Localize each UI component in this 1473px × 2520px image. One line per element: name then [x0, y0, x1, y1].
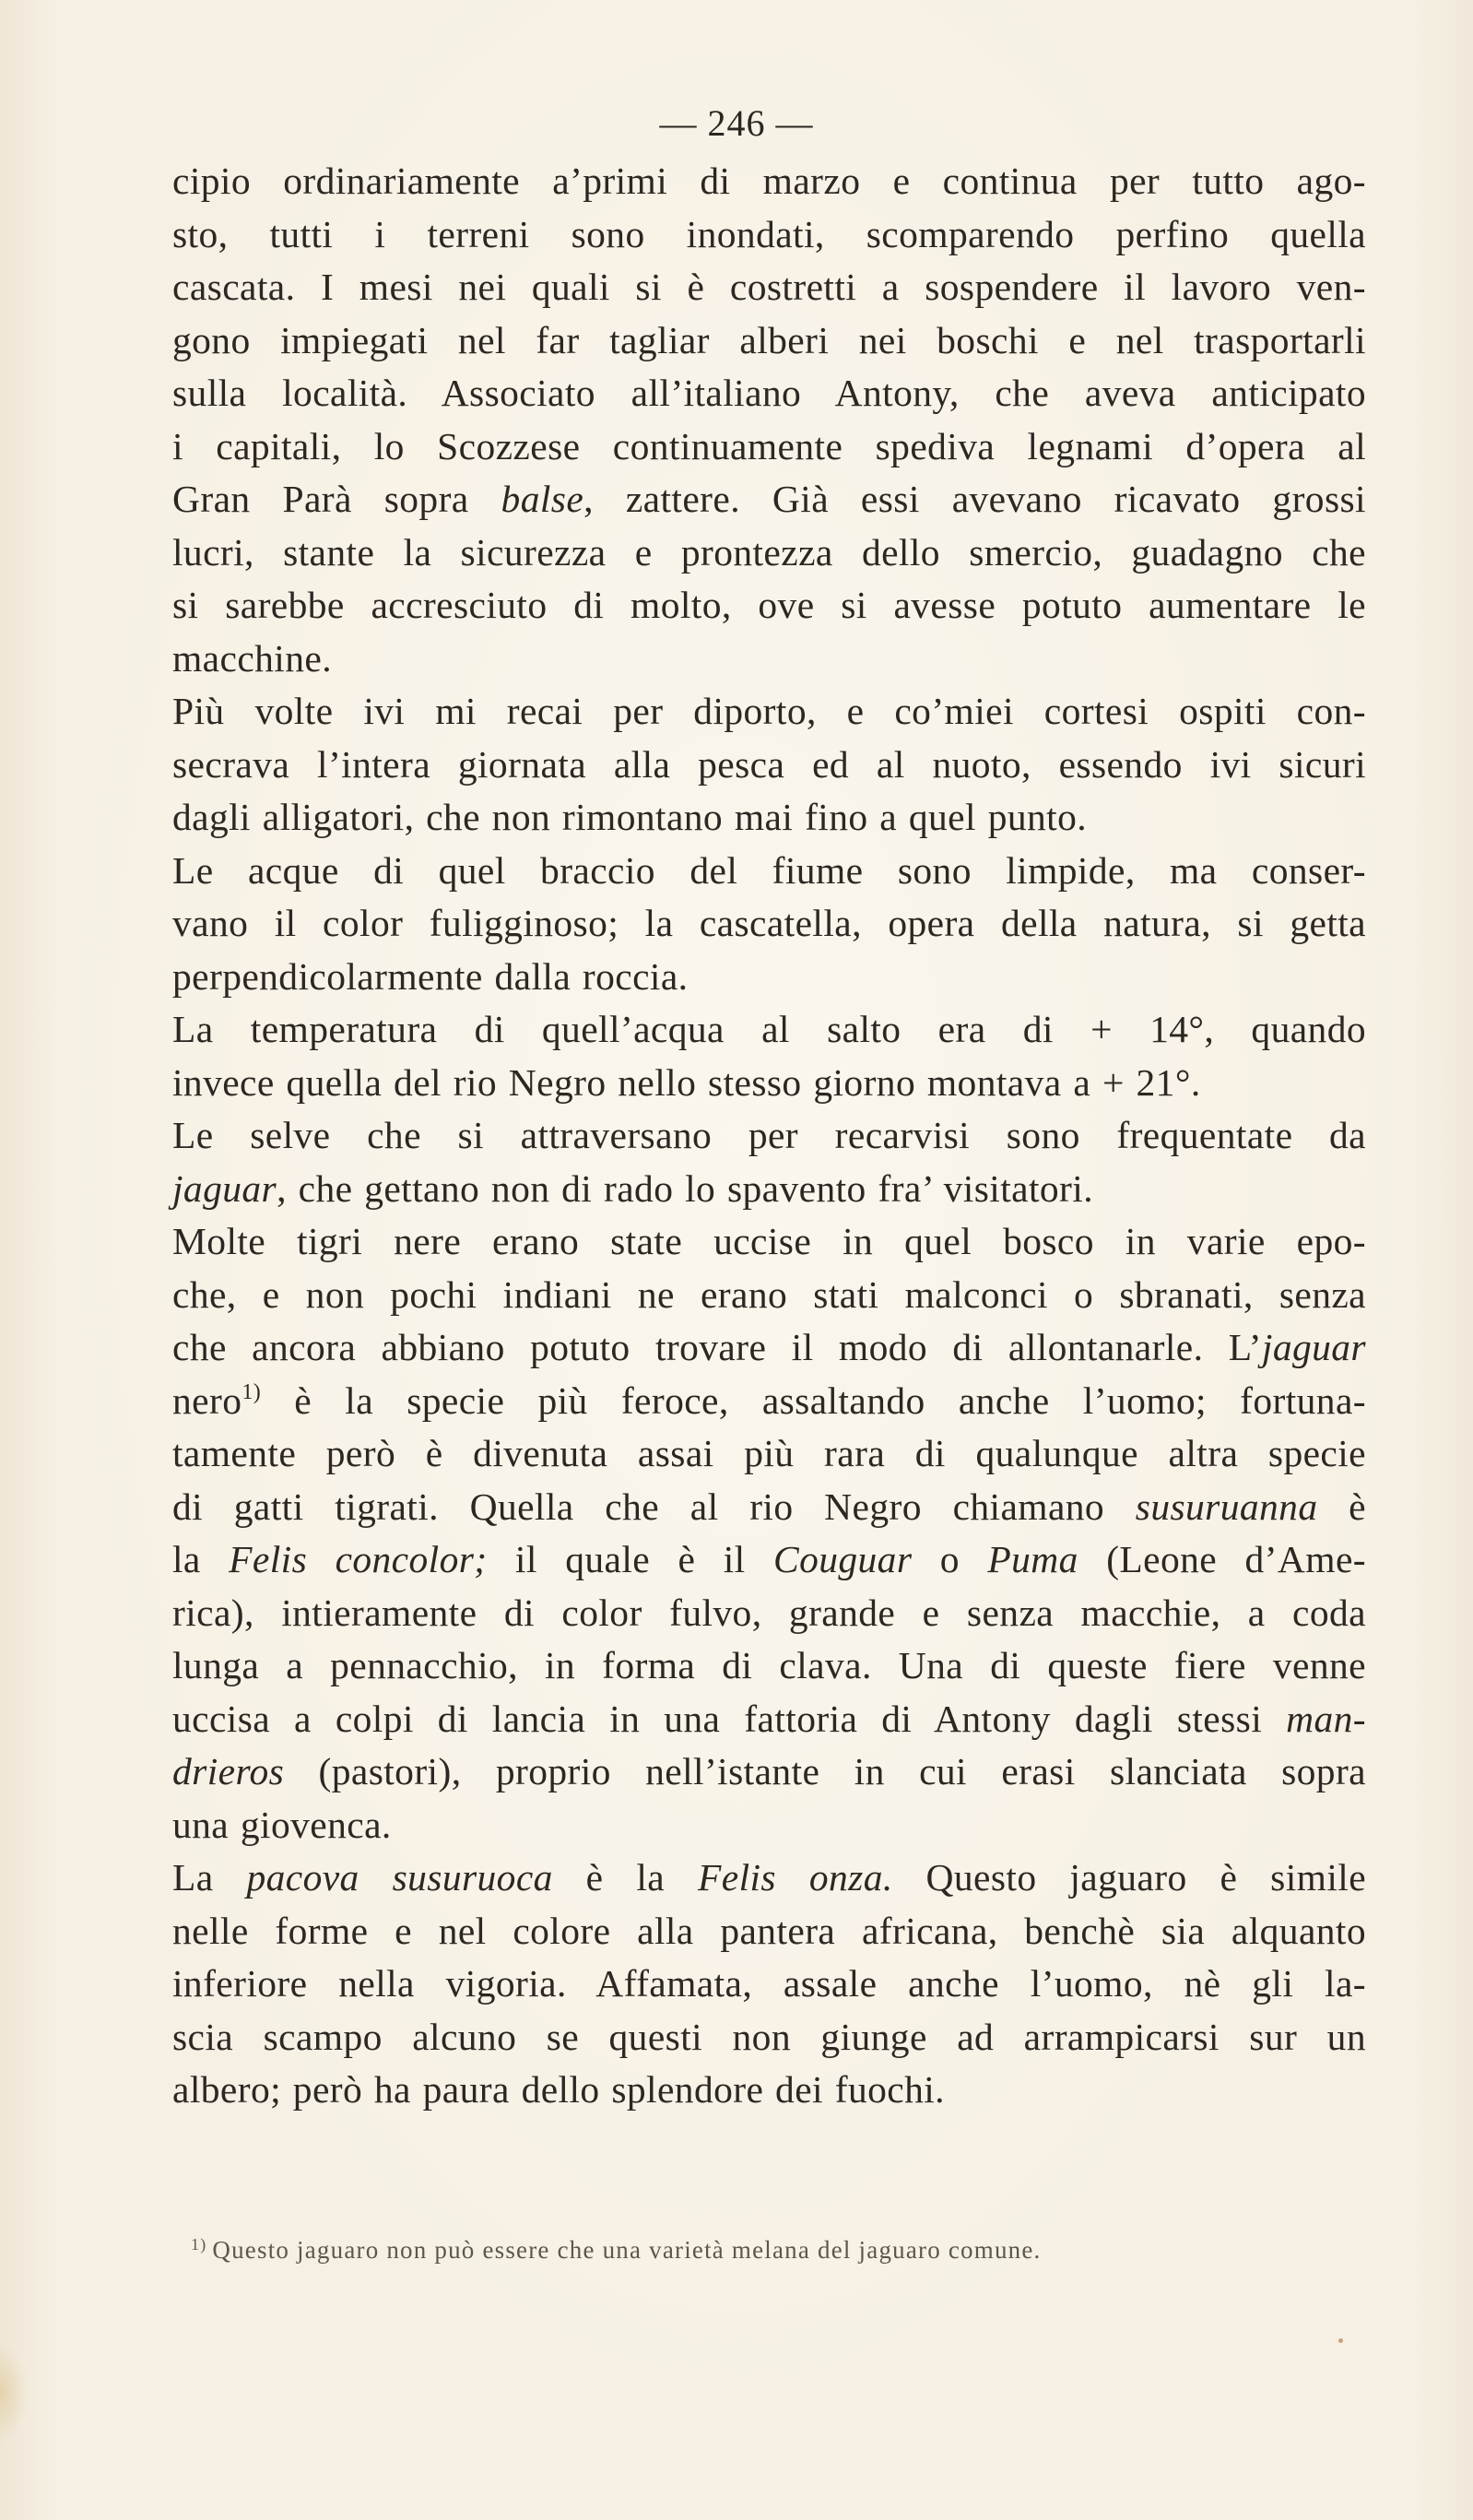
text-line [172, 1321, 1366, 1375]
text-line [172, 1215, 1366, 1269]
italic-term: balse [501, 478, 584, 520]
text-line [172, 1799, 1366, 1852]
italic-term: Felis onza. [698, 1856, 893, 1899]
text-line [172, 1269, 1366, 1322]
text-segment: scia scampo alcuno se questi non giunge ad arrampicarsi sur un [172, 2015, 1366, 2058]
text-line [172, 1057, 1366, 1110]
text-segment: che ancora abbiano potuto trovare il modo di allontanarle. L’ [172, 1326, 1262, 1368]
text-segment: secrava l’intera giornata alla pesca ed al nuoto, essendo ivi sicuri [172, 742, 1366, 786]
text-line [172, 473, 1366, 526]
text-segment: o [912, 1538, 988, 1580]
text-segment: cipio ordinariamente a’primi di marzo e continua per tutto ago- [172, 160, 1366, 202]
text-segment: si sarebbe accresciuto di molto, ove si avesse potuto aumentare le [172, 584, 1366, 626]
text-line [172, 1693, 1366, 1746]
text-line [172, 1375, 1366, 1428]
text-line [172, 2064, 1366, 2117]
text-segment: il quale è il [487, 1538, 773, 1580]
text-segment: Gran Parà sopra [172, 478, 501, 520]
text-line [172, 1958, 1366, 2011]
text-segment: inferiore nella vigoria. Affamata, assale anche l’uomo, nè gli la- [172, 1962, 1366, 2005]
text-segment: (Leone d’Ame- [1078, 1538, 1366, 1580]
text-segment: Le selve che si attraversano per recarvisi sono frequentate da [172, 1114, 1366, 1156]
text-segment: La [172, 1856, 247, 1899]
page-number: — 246 — [659, 102, 814, 144]
text-segment: macchine. [172, 636, 332, 680]
text-segment: Le acque di quel braccio del fiume sono limpide, ma conser- [172, 848, 1366, 892]
text-segment: nero [172, 1378, 242, 1422]
italic-term: jaguar [1261, 1326, 1366, 1368]
text-line [172, 1109, 1366, 1163]
footnote-marker: 1) [191, 2235, 207, 2254]
text-line [172, 208, 1366, 262]
text-line [172, 1905, 1366, 1958]
text-segment: una giovenca. [172, 1803, 392, 1846]
text-segment: , zattere. Già essi avevano ricavato grossi [583, 478, 1366, 520]
text-segment: lucri, stante la sicurezza e prontezza dello smercio, guadagno che [172, 530, 1366, 574]
italic-term: jaguar [172, 1166, 277, 1210]
text-line [172, 1533, 1366, 1587]
italic-term: drieros [172, 1750, 285, 1792]
italic-term: susuruanna [1135, 1485, 1318, 1528]
italic-term: Puma [987, 1538, 1078, 1580]
text-line [172, 685, 1366, 739]
footnote-reference: 1) [242, 1379, 262, 1404]
text-segment: è la [552, 1856, 698, 1899]
text-segment: perpendicolarmente dalla roccia. [172, 954, 689, 998]
text-segment: sulla località. Associato all’italiano Antony, che aveva anticipato [172, 372, 1366, 414]
italic-term: pacova susuruoca [246, 1856, 553, 1899]
text-line [172, 1745, 1366, 1799]
body-text [172, 155, 1366, 2117]
text-line [172, 1481, 1366, 1534]
text-line [172, 526, 1366, 580]
footnote [191, 2233, 1352, 2266]
text-line [172, 791, 1366, 845]
paper-speck [1338, 2338, 1343, 2343]
footnote-text: Questo jaguaro non può essere che una varietà melana del jaguaro comune. [212, 2236, 1042, 2264]
text-segment: albero; però ha paura dello splendore dei fuochi. [172, 2068, 945, 2111]
text-segment: di gatti tigrati. Quella che al rio Negro chiamano [172, 1485, 1136, 1528]
text-segment: la [172, 1538, 230, 1580]
text-line [172, 897, 1366, 951]
text-segment: gono impiegati nel far tagliar alberi nei boschi e nel trasportarli [172, 318, 1366, 361]
text-line [172, 845, 1366, 898]
text-line [172, 314, 1366, 368]
text-segment: è [1317, 1485, 1366, 1528]
text-line [172, 1587, 1366, 1640]
text-segment: lunga a pennacchio, in forma di clava. Una di queste fiere venne [172, 1644, 1366, 1686]
text-segment: La temperatura di quell’acqua al salto era di + 14°, quando [172, 1008, 1366, 1050]
text-segment: vano il color fuligginoso; la cascatella, opera della natura, si getta [172, 902, 1366, 944]
text-segment: cascata. I mesi nei quali si è costretti a sospendere il lavoro ven- [172, 266, 1366, 308]
text-line [172, 261, 1366, 314]
text-line [172, 633, 1366, 686]
text-line [172, 1427, 1366, 1481]
paper-stain [0, 2342, 28, 2443]
text-segment: i capitali, lo Scozzese continuamente spediva legnami d’opera al [172, 424, 1366, 467]
text-line [172, 420, 1366, 474]
text-line [172, 1163, 1366, 1216]
text-line [172, 367, 1366, 420]
text-line [172, 1639, 1366, 1693]
italic-term: man- [1286, 1697, 1366, 1740]
text-segment: Molte tigri nere erano state uccise in quel bosco in varie epo- [172, 1220, 1366, 1262]
text-segment: tamente però è divenuta assai più rara di qualunque altra specie [172, 1432, 1366, 1474]
text-line [172, 1003, 1366, 1057]
text-segment: rica), intieramente di color fulvo, grande e senza macchie, a coda [172, 1591, 1366, 1634]
text-line [172, 1852, 1366, 1905]
text-segment: nelle forme e nel colore alla pantera africana, benchè sia alquanto [172, 1909, 1366, 1952]
text-segment: che, e non pochi indiani ne erano stati malconci o sbranati, senza [172, 1272, 1366, 1316]
text-segment: sto, tutti i terreni sono inondati, scomparendo perfino quella [172, 212, 1366, 255]
text-line [172, 951, 1366, 1004]
text-line [172, 739, 1366, 792]
text-segment: dagli alligatori, che non rimontano mai fino a quel punto. [172, 796, 1088, 838]
italic-term: Felis concolor; [229, 1538, 488, 1580]
text-segment: uccisa a colpi di lancia in una fattoria di Antony dagli stessi [172, 1697, 1287, 1740]
text-line [172, 155, 1366, 208]
text-segment: Più volte ivi mi recai per diporto, e co’miei cortesi ospiti con- [172, 690, 1366, 732]
italic-term: Couguar [773, 1538, 913, 1580]
text-segment: , che gettano non di rado lo spavento fra’ visitatori. [277, 1166, 1093, 1210]
text-segment: Questo jaguaro è simile [892, 1856, 1367, 1899]
text-line [172, 579, 1366, 633]
text-segment: invece quella del rio Negro nello stesso giorno montava a + 21°. [172, 1060, 1201, 1104]
text-line [172, 2011, 1366, 2065]
text-segment: (pastori), proprio nell’istante in cui erasi slanciata sopra [284, 1750, 1366, 1792]
text-segment: è la specie più feroce, assaltando anche l’uomo; fortuna- [261, 1378, 1366, 1422]
